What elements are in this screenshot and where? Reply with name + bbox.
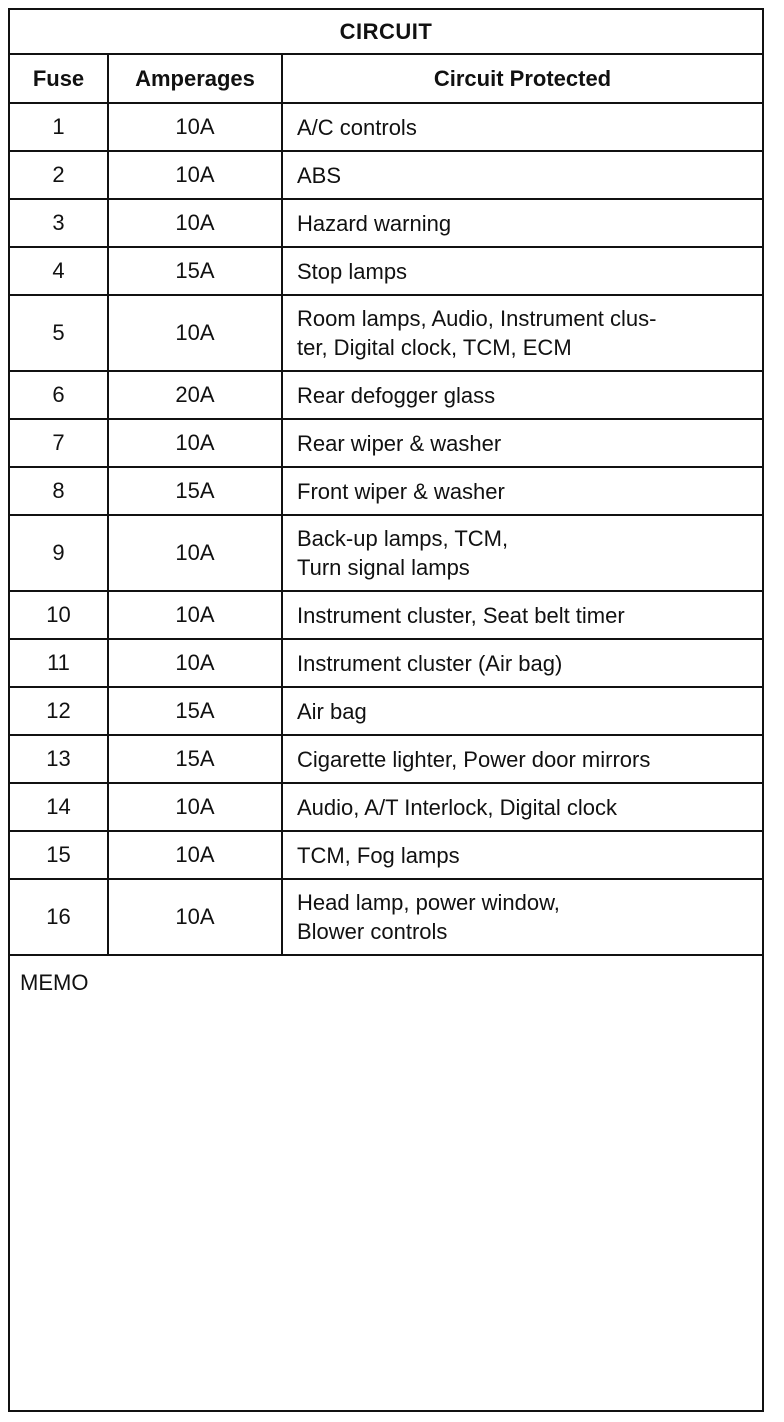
circuit-protected: A/C controls — [282, 103, 762, 151]
fuse-number: 8 — [10, 467, 108, 515]
fuse-number: 4 — [10, 247, 108, 295]
table-row — [10, 247, 762, 295]
fuse-amperage: 15A — [108, 687, 282, 735]
circuit-protected: Instrument cluster (Air bag) — [282, 639, 762, 687]
circuit-protected: Front wiper & washer — [282, 467, 762, 515]
table-row — [10, 591, 762, 639]
fuse-amperage: 10A — [108, 151, 282, 199]
header-circuit-protected: Circuit Protected — [282, 55, 762, 103]
table-row — [10, 687, 762, 735]
fuse-amperage: 10A — [108, 591, 282, 639]
fuse-amperage: 10A — [108, 783, 282, 831]
fuse-number: 16 — [10, 879, 108, 955]
memo-label: MEMO — [20, 970, 89, 995]
fuse-amperage: 10A — [108, 419, 282, 467]
table-row — [10, 371, 762, 419]
fuse-amperage: 10A — [108, 199, 282, 247]
table-row — [10, 831, 762, 879]
fuse-number: 6 — [10, 371, 108, 419]
circuit-protected: Instrument cluster, Seat belt timer — [282, 591, 762, 639]
fuse-number: 14 — [10, 783, 108, 831]
fuse-amperage: 15A — [108, 467, 282, 515]
table-row — [10, 783, 762, 831]
fuse-amperage: 15A — [108, 247, 282, 295]
fuse-number: 15 — [10, 831, 108, 879]
circuit-protected: Rear defogger glass — [282, 371, 762, 419]
fuse-number: 2 — [10, 151, 108, 199]
table-row — [10, 103, 762, 151]
header-fuse: Fuse — [10, 55, 108, 103]
table-row — [10, 419, 762, 467]
table-row — [10, 467, 762, 515]
circuit-protected: Hazard warning — [282, 199, 762, 247]
fuse-number: 12 — [10, 687, 108, 735]
fuse-number: 11 — [10, 639, 108, 687]
fuse-amperage: 10A — [108, 639, 282, 687]
header-row — [10, 55, 762, 103]
fuse-amperage: 20A — [108, 371, 282, 419]
table-row — [10, 295, 762, 371]
circuit-protected: Head lamp, power window, Blower controls — [282, 879, 762, 955]
fuse-number: 1 — [10, 103, 108, 151]
circuit-protected: Back-up lamps, TCM, Turn signal lamps — [282, 515, 762, 591]
table-row — [10, 735, 762, 783]
fuse-amperage: 10A — [108, 515, 282, 591]
circuit-protected: Air bag — [282, 687, 762, 735]
fuse-amperage: 10A — [108, 103, 282, 151]
fuse-number: 7 — [10, 419, 108, 467]
fuse-number: 13 — [10, 735, 108, 783]
table-row — [10, 199, 762, 247]
circuit-protected: Rear wiper & washer — [282, 419, 762, 467]
table-row — [10, 515, 762, 591]
circuit-protected: Cigarette lighter, Power door mirrors — [282, 735, 762, 783]
fuse-amperage: 10A — [108, 831, 282, 879]
circuit-protected: Audio, A/T Interlock, Digital clock — [282, 783, 762, 831]
fuse-amperage: 10A — [108, 879, 282, 955]
fuse-number: 5 — [10, 295, 108, 371]
fuse-table-frame — [8, 8, 764, 1412]
fuse-number: 10 — [10, 591, 108, 639]
fuse-table — [10, 55, 762, 956]
header-amperages: Amperages — [108, 55, 282, 103]
fuse-number: 9 — [10, 515, 108, 591]
table-title: CIRCUIT — [10, 10, 762, 55]
fuse-rows — [10, 103, 762, 955]
table-row — [10, 639, 762, 687]
fuse-amperage: 15A — [108, 735, 282, 783]
fuse-amperage: 10A — [108, 295, 282, 371]
circuit-protected: Room lamps, Audio, Instrument clus- ter, Digital clock, TCM, ECM — [282, 295, 762, 371]
circuit-protected: TCM, Fog lamps — [282, 831, 762, 879]
table-row — [10, 151, 762, 199]
circuit-protected: ABS — [282, 151, 762, 199]
fuse-number: 3 — [10, 199, 108, 247]
table-row — [10, 879, 762, 955]
circuit-protected: Stop lamps — [282, 247, 762, 295]
